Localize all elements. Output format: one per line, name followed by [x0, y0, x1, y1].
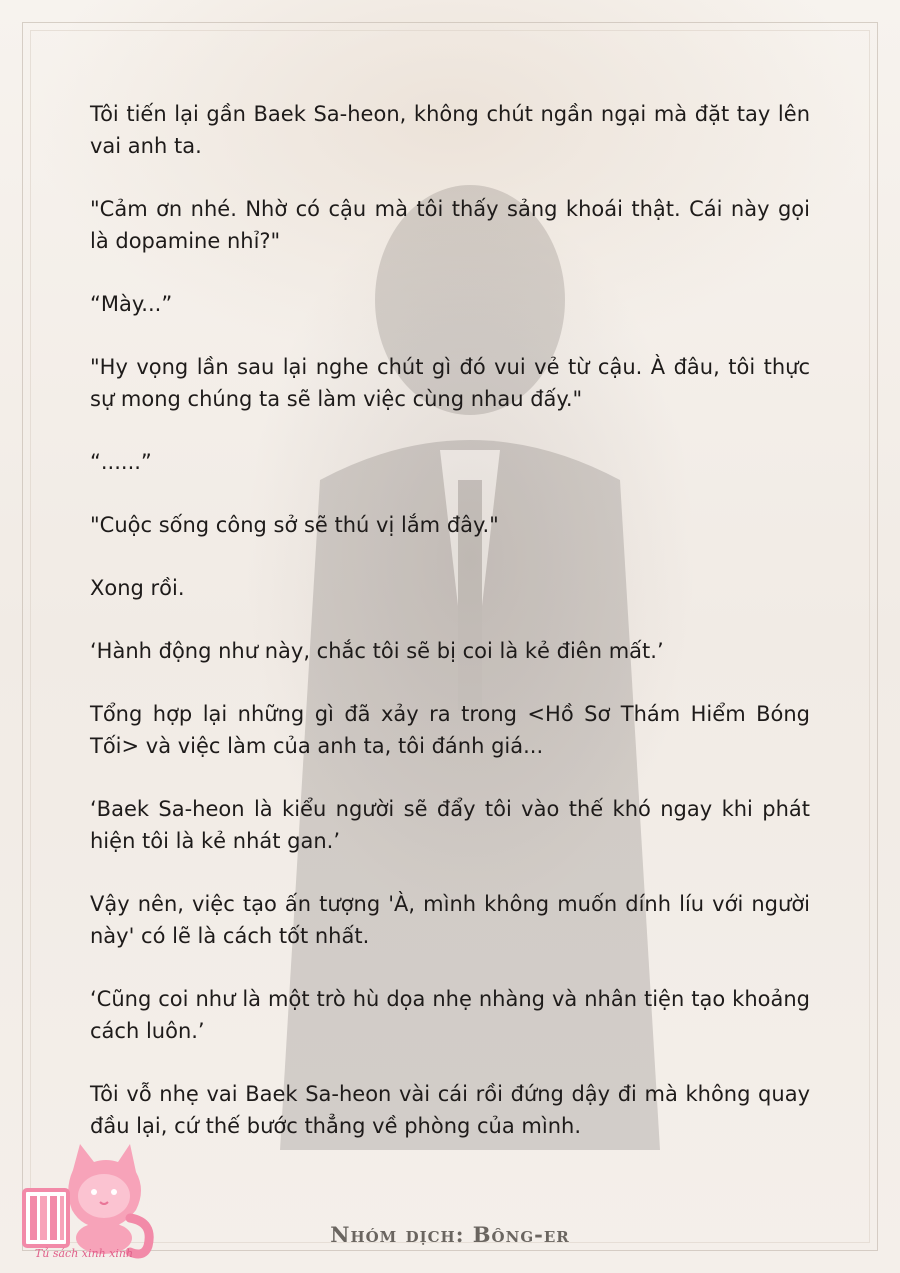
paragraph: “Mày...”: [90, 292, 173, 316]
paragraph: ‘Hành động như này, chắc tôi sẽ bị coi là kẻ điên mất.’: [90, 639, 664, 663]
paragraph: Vậy nên, việc tạo ấn tượng 'À, mình không muốn dính líu với người này' có lẽ là cách tốt nhất.: [90, 892, 810, 948]
paragraph: ‘Cũng coi như là một trò hù dọa nhẹ nhàng và nhân tiện tạo khoảng cách luôn.’: [90, 987, 810, 1043]
paragraph: Tôi vỗ nhẹ vai Baek Sa-heon vài cái rồi đứng dậy đi mà không quay đầu lại, cứ thế bước thẳng về phòng của mình.: [90, 1082, 810, 1138]
paragraph: Tổng hợp lại những gì đã xảy ra trong <Hồ Sơ Thám Hiểm Bóng Tối> và việc làm của anh ta, tôi đánh giá...: [90, 702, 810, 758]
paragraph: "Cảm ơn nhé. Nhờ có cậu mà tôi thấy sảng khoái thật. Cái này gọi là dopamine nhỉ?": [90, 197, 810, 253]
paragraph: Xong rồi.: [90, 576, 185, 600]
paragraph: ‘Baek Sa-heon là kiểu người sẽ đẩy tôi vào thế khó ngay khi phát hiện tôi là kẻ nhát gan.’: [90, 797, 810, 853]
story-text: [90, 98, 810, 1173]
paragraph: "Hy vọng lần sau lại nghe chút gì đó vui vẻ từ cậu. À đâu, tôi thực sự mong chúng ta sẽ làm việc cùng nhau đấy.": [90, 355, 810, 411]
paragraph: Tôi tiến lại gần Baek Sa-heon, không chút ngần ngại mà đặt tay lên vai anh ta.: [90, 102, 810, 158]
logo-caption: Tủ sách xinh xinh: [34, 1247, 134, 1260]
paragraph: "Cuộc sống công sở sẽ thú vị lắm đây.": [90, 513, 499, 537]
paragraph: “......”: [90, 450, 152, 474]
translator-credit: Nhóm dịch: Bông-er: [330, 1222, 570, 1247]
